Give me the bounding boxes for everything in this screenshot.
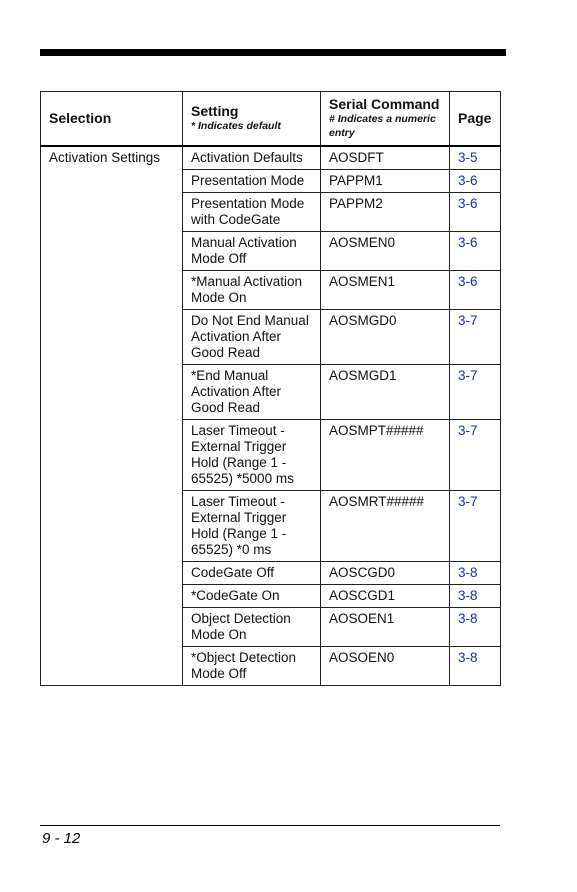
command-cell: AOSMGD1 bbox=[321, 364, 450, 419]
command-cell: AOSCGD0 bbox=[321, 561, 450, 584]
page-link[interactable]: 3-5 bbox=[450, 146, 501, 170]
page-link[interactable]: 3-8 bbox=[450, 607, 501, 646]
header-selection-label: Selection bbox=[49, 110, 112, 127]
setting-cell: Object Detection Mode On bbox=[183, 607, 321, 646]
table-row bbox=[41, 146, 501, 170]
setting-cell: Laser Timeout - External Trigger Hold (Range 1 - 65525) *5000 ms bbox=[183, 419, 321, 490]
header-page-label: Page bbox=[458, 110, 492, 127]
command-cell: PAPPM2 bbox=[321, 192, 450, 231]
setting-cell: *CodeGate On bbox=[183, 584, 321, 607]
table-header-row bbox=[41, 92, 501, 146]
command-cell: AOSMGD0 bbox=[321, 309, 450, 364]
setting-cell: *Object Detection Mode Off bbox=[183, 646, 321, 685]
command-cell: PAPPM1 bbox=[321, 169, 450, 192]
header-setting-label: Setting bbox=[191, 103, 239, 120]
setting-cell: Laser Timeout - External Trigger Hold (Range 1 - 65525) *0 ms bbox=[183, 490, 321, 561]
page-link[interactable]: 3-6 bbox=[450, 192, 501, 231]
header-serial-command-label: Serial Command bbox=[329, 96, 440, 113]
top-rule bbox=[40, 49, 506, 56]
page-link[interactable]: 3-8 bbox=[450, 584, 501, 607]
page-link[interactable]: 3-7 bbox=[450, 309, 501, 364]
header-setting-note: * Indicates default bbox=[191, 120, 281, 133]
header-page bbox=[450, 92, 501, 146]
page-link[interactable]: 3-6 bbox=[450, 270, 501, 309]
setting-cell: Activation Defaults bbox=[183, 146, 321, 170]
page-link[interactable]: 3-6 bbox=[450, 231, 501, 270]
command-cell: AOSMEN1 bbox=[321, 270, 450, 309]
command-cell: AOSMRT##### bbox=[321, 490, 450, 561]
setting-cell: Presentation Mode bbox=[183, 169, 321, 192]
header-serial-note: # Indicates a numeric entry bbox=[329, 113, 436, 140]
command-cell: AOSDFT bbox=[321, 146, 450, 170]
setting-cell: Do Not End Manual Activation After Good Read bbox=[183, 309, 321, 364]
setting-cell: *Manual Activation Mode On bbox=[183, 270, 321, 309]
command-cell: AOSMPT##### bbox=[321, 419, 450, 490]
footer-rule bbox=[40, 825, 500, 826]
page-number: 9 - 12 bbox=[42, 830, 81, 847]
setting-cell: *End Manual Activation After Good Read bbox=[183, 364, 321, 419]
setting-cell: Manual Activation Mode Off bbox=[183, 231, 321, 270]
command-cell: AOSMEN0 bbox=[321, 231, 450, 270]
setting-cell: Presentation Mode with CodeGate bbox=[183, 192, 321, 231]
command-cell: AOSOEN0 bbox=[321, 646, 450, 685]
page-link[interactable]: 3-6 bbox=[450, 169, 501, 192]
command-cell: AOSCGD1 bbox=[321, 584, 450, 607]
page-link[interactable]: 3-8 bbox=[450, 646, 501, 685]
setting-cell: CodeGate Off bbox=[183, 561, 321, 584]
serial-command-table bbox=[40, 91, 501, 686]
header-serial-command bbox=[321, 92, 450, 146]
command-cell: AOSOEN1 bbox=[321, 607, 450, 646]
header-setting bbox=[183, 92, 321, 146]
page-link[interactable]: 3-8 bbox=[450, 561, 501, 584]
selection-group-cell: Activation Settings bbox=[41, 146, 183, 686]
header-selection bbox=[41, 92, 183, 146]
page-link[interactable]: 3-7 bbox=[450, 490, 501, 561]
page-link[interactable]: 3-7 bbox=[450, 419, 501, 490]
page-link[interactable]: 3-7 bbox=[450, 364, 501, 419]
